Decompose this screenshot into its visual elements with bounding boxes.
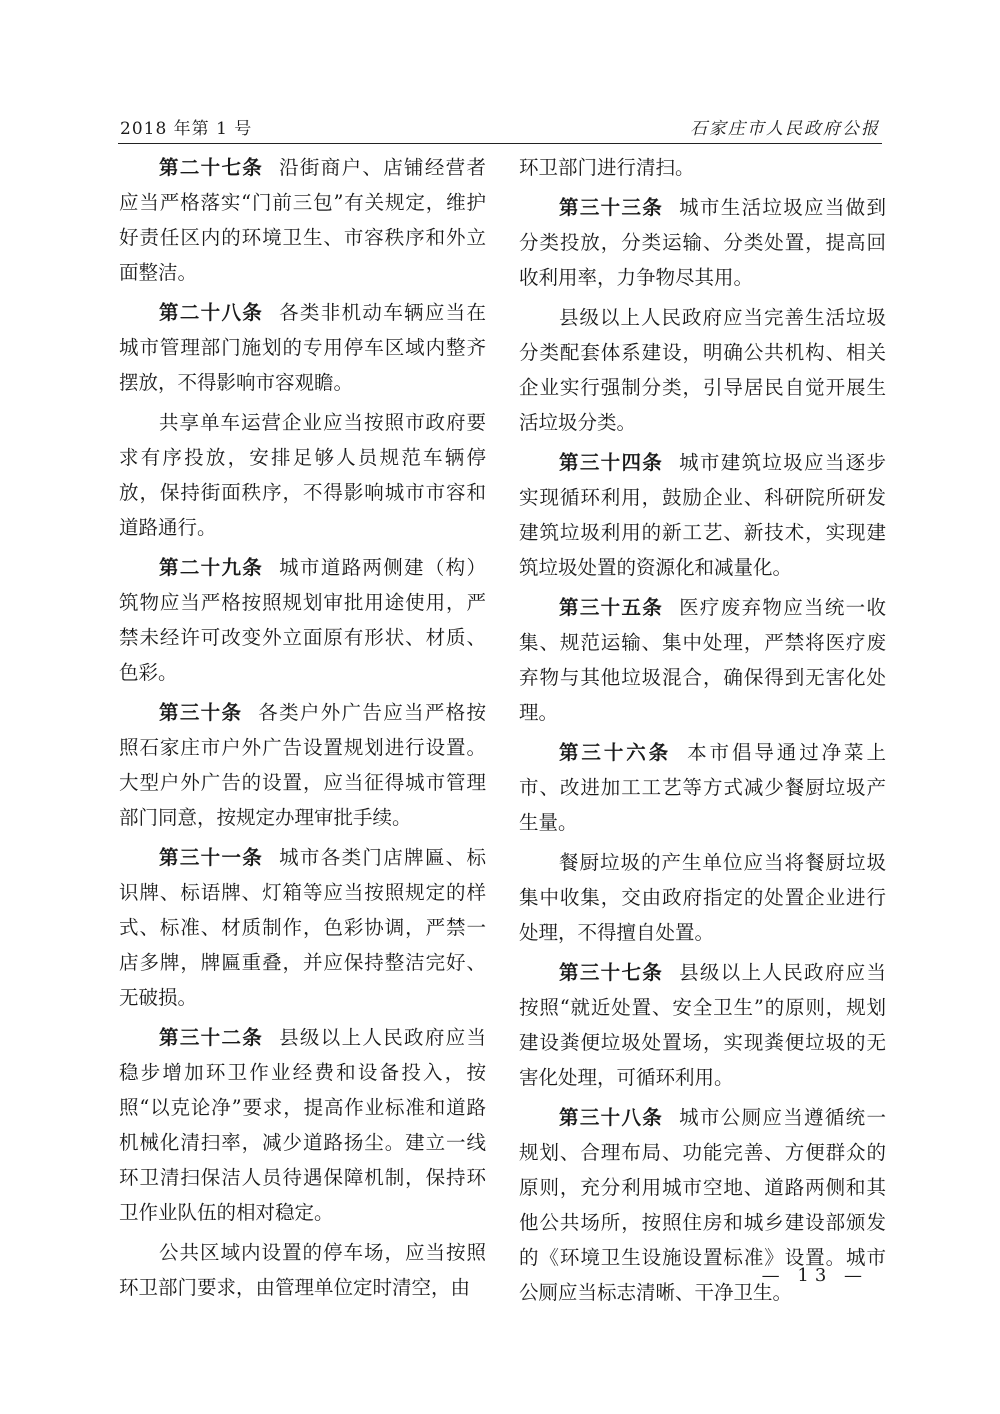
article-number: 第三十三条 <box>559 196 664 219</box>
paragraph-text: 环卫部门进行清扫。 <box>519 156 695 179</box>
paragraph-article-30 <box>119 695 486 835</box>
paragraph-text: 公共区域内设置的停车场，应当按照环卫部门要求，由管理单位定时清空，由 <box>119 1241 486 1299</box>
article-text: 沿街商户、店铺经营者应当严格落实“门前三包”有关规定，维护好责任区内的环境卫生、市容秩序和外立面整洁。 <box>119 156 486 284</box>
paragraph-text: 县级以上人民政府应当完善生活垃圾分类配套体系建设，明确公共机构、相关企业实行强制分类，引导居民自觉开展生活垃圾分类。 <box>519 306 886 434</box>
left-column <box>119 150 486 1310</box>
right-column <box>519 150 886 1315</box>
paragraph-article-32 <box>119 1020 486 1230</box>
article-text: 医疗废弃物应当统一收集、规范运输、集中处理，严禁将医疗废弃物与其他垃圾混合，确保得到无害化处理。 <box>519 596 886 724</box>
paragraph-text: 餐厨垃圾的产生单位应当将餐厨垃圾集中收集，交由政府指定的处置企业进行处理，不得擅自处置。 <box>519 851 886 944</box>
paragraph-kitchen-waste <box>519 845 886 950</box>
article-number: 第三十二条 <box>159 1026 264 1049</box>
paragraph-text: 共享单车运营企业应当按照市政府要求有序投放，安排足够人员规范车辆停放，保持街面秩序，不得影响城市市容和道路通行。 <box>119 411 486 539</box>
article-text: 城市生活垃圾应当做到分类投放，分类运输、分类处置，提高回收利用率，力争物尽其用。 <box>519 196 886 289</box>
article-number: 第二十九条 <box>159 556 264 579</box>
article-text: 县级以上人民政府应当按照“就近处置、安全卫生”的原则，规划建设粪便垃圾处置场，实现粪便垃圾的无害化处理，可循环利用。 <box>519 961 886 1089</box>
article-text: 各类户外广告应当严格按照石家庄市户外广告设置规划进行设置。大型户外广告的设置，应当征得城市管理部门同意，按规定办理审批手续。 <box>119 701 486 829</box>
paragraph-shared-bikes <box>119 405 486 545</box>
article-number: 第三十七条 <box>559 961 664 984</box>
article-number: 第二十八条 <box>159 301 264 324</box>
article-number: 第三十四条 <box>559 451 664 474</box>
paragraph-parking-lots <box>119 1235 486 1305</box>
article-number: 第三十一条 <box>159 846 264 869</box>
paragraph-article-36 <box>519 735 886 840</box>
issue-label: 2018 年第 1 号 <box>120 119 253 139</box>
paragraph-article-27 <box>119 150 486 290</box>
article-text: 各类非机动车辆应当在城市管理部门施划的专用停车区域内整齐摆放，不得影响市容观瞻。 <box>119 301 486 394</box>
article-text: 城市公厕应当遵循统一规划、合理布局、功能完善、方便群众的原则，充分利用城市空地、道路两侧和其他公共场所，按照住房和城乡建设部颁发的《环境卫生设施设置标准》设置。城市公厕应当标志清晰、干净卫生。 <box>519 1106 886 1304</box>
article-number: 第三十条 <box>159 701 243 724</box>
paragraph-article-35 <box>519 590 886 730</box>
paragraph-waste-classification <box>519 300 886 440</box>
paragraph-continuation <box>519 150 886 185</box>
article-number: 第二十七条 <box>159 156 264 179</box>
paragraph-article-34 <box>519 445 886 585</box>
article-number: 第三十八条 <box>559 1106 664 1129</box>
page-number: — 13 — <box>761 1265 868 1286</box>
paragraph-article-31 <box>119 840 486 1015</box>
article-number: 第三十六条 <box>559 741 672 764</box>
paragraph-article-33 <box>519 190 886 295</box>
paragraph-article-28 <box>119 295 486 400</box>
article-text: 本市倡导通过净菜上市、改进加工工艺等方式减少餐厨垃圾产生量。 <box>519 741 886 834</box>
article-text: 城市道路两侧建（构）筑物应当严格按照规划审批用途使用，严禁未经许可改变外立面原有形状、材质、色彩。 <box>119 556 486 684</box>
article-text: 城市各类门店牌匾、标识牌、标语牌、灯箱等应当按照规定的样式、标准、材质制作，色彩协调，严禁一店多牌，牌匾重叠，并应保持整洁完好、无破损。 <box>119 846 486 1009</box>
article-text: 县级以上人民政府应当稳步增加环卫作业经费和设备投入，按照“以克论净”要求，提高作业标准和道路机械化清扫率，减少道路扬尘。建立一线环卫清扫保洁人员待遇保障机制，保持环卫作业队伍的相对稳定。 <box>119 1026 486 1224</box>
header-divider <box>118 143 882 144</box>
article-text: 城市建筑垃圾应当逐步实现循环利用，鼓励企业、科研院所研发建筑垃圾利用的新工艺、新技术，实现建筑垃圾处置的资源化和减量化。 <box>519 451 886 579</box>
publication-title: 石家庄市人民政府公报 <box>690 119 880 139</box>
paragraph-article-29 <box>119 550 486 690</box>
article-number: 第三十五条 <box>559 596 664 619</box>
paragraph-article-37 <box>519 955 886 1095</box>
